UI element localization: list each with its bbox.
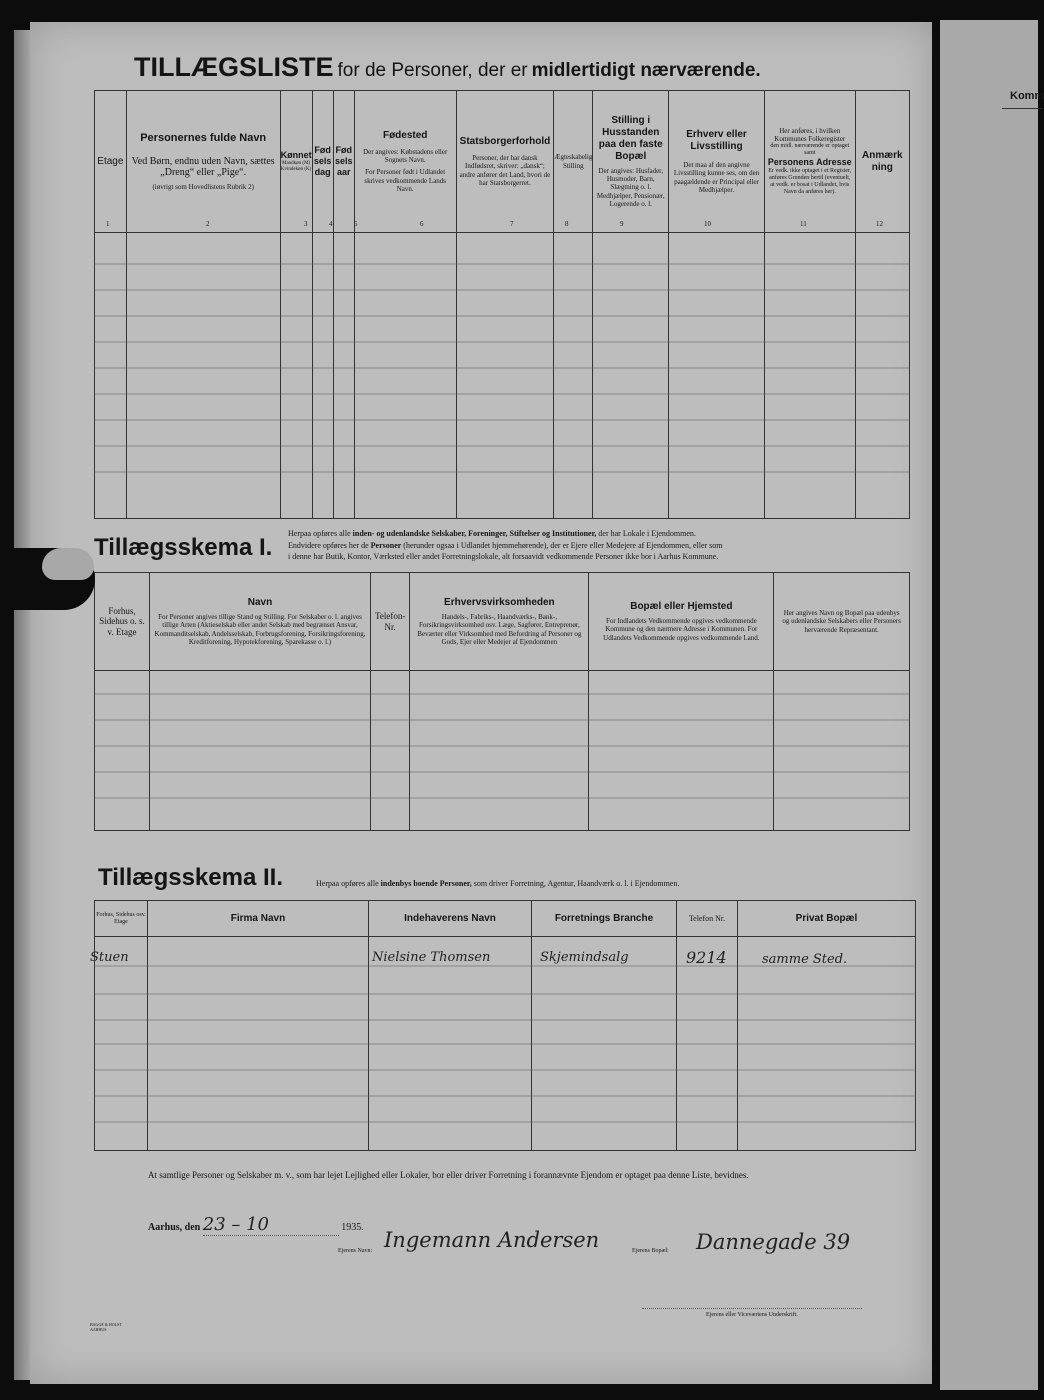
- skema2-row1-indehaver: Nielsine Thomsen: [372, 950, 491, 965]
- skema2-col-firma: Firma Navn: [148, 901, 369, 937]
- certification-text: At samtlige Personer og Selskaber m. v., som har lejet Lejlighed eller Lokaler, bor eller driver Forretning i forannævnte Ejendom er optaget paa denne Liste, bevidnes.: [148, 1170, 749, 1180]
- col-etage: Etage: [95, 91, 127, 233]
- skema1-col-repraesentant: Her angives Navn og Bopæl paa udenbys og udenlandske Selskabers eller Personers herværende Repræsentant.: [774, 573, 910, 671]
- printer-mark: BAGGE & HOLST AARHUS: [90, 1322, 122, 1332]
- col-stilling-husstand: Stilling i Husstanden paa den faste Bopæl Der angives: Husfader, Husmoder, Barn, Slægtning o. l. Medhjælper, Pensionær, Logerende o. l.: [593, 91, 669, 233]
- skema1-col-erhverv: Erhvervsvirksomheden Handels-, Fabriks-, Haandværks-, Bank-, Forsikringsvirksomhed osv. Læge, Sagfører, Entreprenør, Beværter eller Virksomhed med Befordring af Personer og Gods, Ejer eller Medejer af Ejendommen: [410, 573, 589, 671]
- signature-label: Ejerens eller Viceværtens Underskrift.: [706, 1312, 798, 1318]
- skema1-col-etage: Forhus, Sidehus o. s. v. Etage: [95, 573, 150, 671]
- skema2-row1-etage: Stuen: [90, 950, 129, 965]
- skema2-col-telefon: Telefon Nr.: [677, 901, 738, 937]
- skema1-description: Herpaa opføres alle inden- og udenlandske Selskaber, Foreninger, Stiftelser og Institutioner, der har Lokale i Ejendommen. Endvidere opføres her de Personer (herunder ogsaa i Udlandet hjemmehørende), der er Ejere eller Medejere af Ejendommen, eller som i denne har Butik, Kontor, Værksted eller andet Forretningslokale, alt forsaavidt vedkommende Personer ikke bor i Aarhus Kommune.: [288, 529, 723, 562]
- owner-name-signature: Ingemann Andersen: [384, 1228, 600, 1252]
- skema1-col-bopael: Bopæl eller Hjemsted For Indlandets Vedkommende opgives vedkommende Kommune og den nærmere Adresse i Kommunen. For Udlandets Vedkommende opgives vedkommende Land.: [589, 573, 774, 671]
- skema1-title: Tillægsskema I.: [94, 534, 273, 561]
- owner-address-label: Ejerens Bopæl:: [632, 1248, 669, 1254]
- owner-name-label: Ejerens Navn:: [338, 1248, 373, 1254]
- skema2-col-bopael: Privat Bopæl: [738, 901, 916, 937]
- skema2-description: Herpaa opføres alle indenbys boende Personer, som driver Forretning, Agentur, Haandværk o. l. i Ejendommen.: [316, 879, 680, 888]
- skema2-row1-bopael: samme Sted.: [762, 952, 848, 967]
- col-aegteskabelig: Ægteskabelig Stilling: [554, 91, 593, 233]
- col-anmaerkning: Anmærkning: [855, 91, 909, 233]
- facing-page-text: Komm: [1010, 90, 1044, 102]
- col-foedselsaar: Fødselsaar: [333, 91, 354, 233]
- skema2-row1-branche: Skjemindsalg: [540, 950, 629, 965]
- date-line: Aarhus, den 23 – 10 1935.: [148, 1214, 364, 1235]
- skema1-col-telefon: Telefon-Nr.: [371, 573, 410, 671]
- col-foedested: Fødested Der angives: Købstadens eller Sognets Navn. For Personer født i Udlandet skrives vedkommende Lands Navn.: [354, 91, 456, 233]
- col-folkeregister: Her anføres, i hvilken Kommunes Folkeregister den midl. nærværende er optaget samt Personens Adresse Er vedk. ikke optaget i et Register, anføres Grunden hertil (eventuelt, at vedk. er bosat i Udlandet, hvis Navn da anføres her).: [764, 91, 855, 233]
- skema2-row1-telefon: 9214: [686, 948, 727, 967]
- tillaegsliste-title: TILLÆGSLISTE for de Personer, der er midlertidigt nærværende.: [134, 52, 761, 82]
- skema1-row-lines: [94, 670, 910, 830]
- skema2-col-branche: Forretnings Branche: [532, 901, 677, 937]
- col-statsborgerforhold: Statsborgerforhold Personer, der har dansk Indfødsret, skriver: „dansk“; andre anfører det Land, hvori de har Statsborgerret.: [456, 91, 554, 233]
- col-koennet: Kønnet Mandkøn (M) Kvindekøn (K): [280, 91, 312, 233]
- skema2-col-etage: Forhus, Sidehus osv. Etage: [95, 901, 148, 937]
- tillaegsliste-row-lines: [94, 232, 910, 522]
- census-form-page: TILLÆGSLISTE for de Personer, der er midlertidigt nærværende. Etage Personernes fulde Navn Ved Børn, endnu uden Navn, sættes „Dreng“ eller „Pige“. (iøvrigt som Hovedlistens Rubrik 2) Kønnet Mandkøn (M) Kvindekøn (K) Fødselsdag Fødselsaar Fødested Der angives: Købstadens eller Sognets Navn. For Personer født i Udlandet skrives vedkommende Lands Navn. Statsborgerforhold Personer, der har dansk Indfødsret, skriver: „dansk“; andre anfører det Land, hvori de har Statsborgerret. Ægteskabelig Stilling Stilling i Husstanden paa den faste Bopæl Der angives: Husfader, Husmoder, Barn, Slægtning o. l. Medhjælper, Pensionær, Logerende o. l. Erhverv eller Livsstilling Det maa af den angivne Livsstilling kunne ses, om den paagældende er Principal eller Medhjælper. Her anføres, i hvilken Kommunes Folkeregister den midl. nærværende er optaget samt Personens Adresse Er vedk. ikke optaget i et Register, anføres Grunden hertil (eventuelt, at vedk. er bosat i Udlandet, hvis Navn da anføres her). Anmærkning 1 2 3 4 5 6 7 8 9 10 11 12 Tillægsskema I. Herpaa opføres alle inden- og udenlandske Selskaber, Foreninger, Stiftelser og Institutioner, der har Lokale i Ejendommen. Endvidere opføres her de Personer (herunder ogsaa i Udlandet hjemmehørende), der er Ejere eller Medejere af Ejendommen, eller som i denne har Butik, Kontor, Værksted eller andet Forretningslokale, alt forsaavidt vedkommende Personer ikke bor i Aarhus Kommune. Forhus, Sidehus o. s. v. Etage Navn For Personer angives tillige Stand og Stilling. For Selskaber o. l. angives tillige Arten (Aktieselskab eller andet Selskab med begrænset Ansvar, Kommanditselskab, Andelsselskab, Forbrugsforening, Forsikringsforening, Kreditforening, Hypotekforening, Sparekasse o. l.) Telefon-Nr. Erhvervsvirksomheden Handels-, Fabriks-, Haandværks-, Bank-, Forsikringsvirksomhed osv. Læge, Sagfører, Entreprenør, Beværter eller Virksomhed med Befordring af Personer og Gods, Ejer eller Medejer af Ejendommen Bopæl eller Hjemsted For Indlandets Vedkommende opgives vedkommende Kommune og den nærmere Adresse i Kommunen. For Udlandets Vedkommende opgives vedkommende Land. Her angives Navn og Bopæl paa udenbys og udenlandske Selskabers eller Personers herværende Repræsentant. Tillægsskema II. Herpaa opføres alle indenbys boende Personer, som driver Forretning, Agentur, Haandværk o. l. i Ejendommen. Forhus, Sidehus osv. Etage Firma Navn Indehaverens Navn Forretnings Branche Telefon Nr. Privat Bopæl Stuen Nielsine Thomsen Skjemindsalg 9214 samme Sted. At samtlige Personer og Selskaber m. v., som har lejet Lejlighed eller Lokaler, bor eller driver Forretning i forannævnte Ejendom er optaget paa denne Liste, bevidnes. Aarhus, den 23 – 10 1935. Ejerens Navn: Ingemann Andersen Ejerens Bopæl: Dannegade 39 Ejerens eller Viceværtens Underskrift. BAGGE & HOLST AARHUS: [30, 22, 932, 1384]
- date-handwritten: 23 – 10: [203, 1214, 339, 1236]
- col-foedselsdag: Fødselsdag: [312, 91, 333, 233]
- skema1-col-navn: Navn For Personer angives tillige Stand og Stilling. For Selskaber o. l. angives tillige Arten (Aktieselskab eller andet Selskab med begrænset Ansvar, Kommanditselskab, Andelsselskab, Forbrugsforening, Forsikringsforening, Kreditforening, Hypotekforening, Sparekasse o. l.): [150, 573, 371, 671]
- skema2-row-lines: [94, 936, 916, 1150]
- col-erhverv: Erhverv eller Livsstilling Det maa af den angivne Livsstilling kunne ses, om den paagældende er Principal eller Medhjælper.: [669, 91, 765, 233]
- skema2-col-indehaver: Indehaverens Navn: [369, 901, 532, 937]
- skema2-title: Tillægsskema II.: [98, 864, 283, 891]
- facing-page: [940, 20, 1044, 1390]
- thumbnail-highlight: [42, 548, 94, 580]
- col-navn: Personernes fulde Navn Ved Børn, endnu uden Navn, sættes „Dreng“ eller „Pige“. (iøvrigt som Hovedlistens Rubrik 2): [126, 91, 280, 233]
- owner-address-handwritten: Dannegade 39: [696, 1230, 851, 1254]
